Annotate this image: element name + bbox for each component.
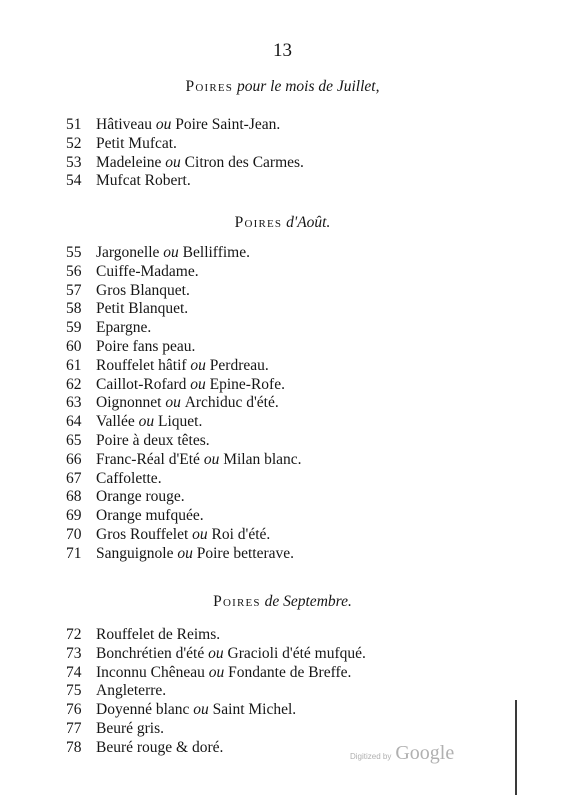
item-text: Milan blanc. [223, 450, 302, 468]
item-text: Sanguignole [96, 544, 174, 562]
watermark-small-text: Digitized by [350, 752, 392, 761]
item-number: 67 [66, 469, 82, 487]
item-text: Epargne. [96, 319, 152, 337]
item-connector: ou [173, 544, 197, 562]
heading-connector: de [264, 593, 280, 610]
list-item [66, 172, 304, 191]
item-number: 53 [66, 153, 82, 171]
item-connector: ou [186, 375, 210, 393]
item-text: Gros Blanquet. [96, 281, 190, 299]
item-text: Petit Mufcat. [96, 134, 177, 152]
list-item [66, 470, 302, 489]
heading-prefix: Poires [213, 593, 261, 610]
item-text: Vallée [96, 413, 135, 431]
item-text: Poire Saint-Jean. [175, 116, 281, 133]
list-item [66, 135, 304, 154]
list-item [66, 626, 366, 645]
page-edge-line [515, 700, 517, 795]
list-item [66, 394, 302, 413]
item-text: Beuré rouge & doré. [96, 738, 224, 756]
item-number: 52 [66, 134, 82, 152]
list-item [66, 432, 302, 451]
section-heading-aout [0, 214, 565, 232]
list-item [66, 244, 302, 263]
pear-list-septembre [66, 626, 366, 758]
item-text: Doyenné blanc [96, 701, 190, 719]
heading-connector: pour le mois de [236, 78, 333, 95]
item-connector: ou [189, 701, 213, 719]
item-number: 66 [66, 450, 82, 468]
item-number: 75 [66, 682, 82, 700]
item-text: Orange mufquée. [96, 507, 204, 525]
list-item [66, 300, 302, 319]
item-number: 68 [66, 488, 82, 506]
item-text: Fondante de Breffe. [228, 663, 352, 681]
item-connector: ou [151, 116, 176, 133]
list-item [66, 319, 302, 338]
item-number: 65 [66, 431, 82, 449]
item-text: Oignonnet [96, 394, 162, 412]
heading-month: Septembre. [283, 593, 352, 610]
list-item [66, 526, 302, 545]
item-text: Rouffelet de Reims. [96, 626, 221, 643]
heading-connector: d' [286, 214, 298, 231]
item-text: Citron des Carmes. [184, 153, 304, 171]
item-number: 56 [66, 262, 82, 280]
item-text: Belliffime. [182, 244, 250, 261]
list-item [66, 682, 366, 701]
item-number: 59 [66, 319, 82, 337]
item-connector: ou [161, 394, 185, 412]
item-number: 71 [66, 544, 82, 562]
item-connector: ou [199, 450, 224, 468]
item-connector: ou [204, 663, 229, 681]
google-watermark [350, 742, 454, 765]
list-item [66, 357, 302, 376]
item-number: 63 [66, 394, 82, 412]
list-item [66, 338, 302, 357]
item-text: Epine-Rofe. [209, 375, 285, 393]
item-number: 70 [66, 525, 82, 543]
heading-month: Août. [297, 214, 331, 231]
item-number: 77 [66, 719, 82, 737]
item-number: 60 [66, 337, 82, 355]
item-connector: ou [204, 644, 228, 662]
list-item [66, 664, 366, 683]
item-number: 61 [66, 356, 82, 374]
item-text: Poire à deux têtes. [96, 431, 210, 449]
page-number: 13 [273, 40, 292, 61]
item-number: 55 [66, 244, 82, 261]
item-text: Angleterre. [96, 682, 167, 700]
item-number: 78 [66, 738, 82, 756]
item-text: Caillot-Rofard [96, 375, 187, 393]
item-number: 54 [66, 172, 82, 190]
list-item [66, 645, 366, 664]
item-number: 76 [66, 701, 82, 719]
list-item [66, 720, 366, 739]
item-text: Bonchrétien d'été [96, 644, 205, 662]
list-item [66, 488, 302, 507]
list-item [66, 116, 304, 135]
item-text: Cuiffe-Madame. [96, 262, 199, 280]
list-item [66, 376, 302, 395]
item-text: Liquet. [157, 413, 203, 431]
item-text: Petit Blanquet. [96, 300, 189, 318]
heading-prefix: Poires [234, 214, 283, 231]
item-number: 72 [66, 626, 82, 643]
heading-month: Juillet, [336, 78, 380, 95]
item-connector: ou [134, 413, 158, 431]
item-number: 58 [66, 300, 82, 318]
item-connector: ou [161, 153, 185, 171]
item-text: Hâtiveau [96, 116, 152, 133]
item-text: Beuré gris. [96, 719, 165, 737]
list-item [66, 507, 302, 526]
item-number: 62 [66, 375, 82, 393]
item-text: Saint Michel. [212, 701, 297, 719]
heading-prefix: Poires [185, 78, 234, 95]
item-text: Perdreau. [209, 356, 269, 374]
item-text: Gracioli d'été mufqué. [227, 644, 366, 662]
item-text: Poire fans peau. [96, 337, 196, 355]
list-item [66, 154, 304, 173]
item-number: 74 [66, 663, 82, 681]
item-text: Jargonelle [96, 244, 160, 261]
list-item [66, 701, 366, 720]
item-text: Mufcat Robert. [96, 172, 191, 190]
item-connector: ou [186, 356, 210, 374]
item-text: Rouffelet hâtif [96, 356, 187, 374]
list-item [66, 739, 366, 758]
item-number: 69 [66, 507, 82, 525]
item-text: Gros Rouffelet [96, 525, 189, 543]
section-heading-septembre [0, 593, 565, 611]
item-number: 57 [66, 281, 82, 299]
pear-list-aout [66, 244, 302, 564]
item-text: Roi d'été. [211, 525, 271, 543]
watermark-logo-text: Google [395, 742, 455, 764]
item-number: 64 [66, 413, 82, 431]
item-text: Orange rouge. [96, 488, 185, 506]
item-text: Caffolette. [96, 469, 162, 487]
list-item [66, 545, 302, 564]
item-text: Madeleine [96, 153, 162, 171]
section-heading-juillet [0, 78, 565, 96]
list-item [66, 263, 302, 282]
item-number: 73 [66, 644, 82, 662]
item-text: Franc-Réal d'Eté [96, 450, 200, 468]
list-item [66, 451, 302, 470]
pear-list-juillet [66, 116, 304, 191]
list-item [66, 282, 302, 301]
item-connector: ou [188, 525, 212, 543]
item-text: Inconnu Chêneau [96, 663, 205, 681]
item-number: 51 [66, 116, 82, 133]
item-text: Poire betterave. [196, 544, 295, 562]
item-text: Archiduc d'été. [184, 394, 279, 412]
list-item [66, 413, 302, 432]
item-connector: ou [159, 244, 183, 261]
